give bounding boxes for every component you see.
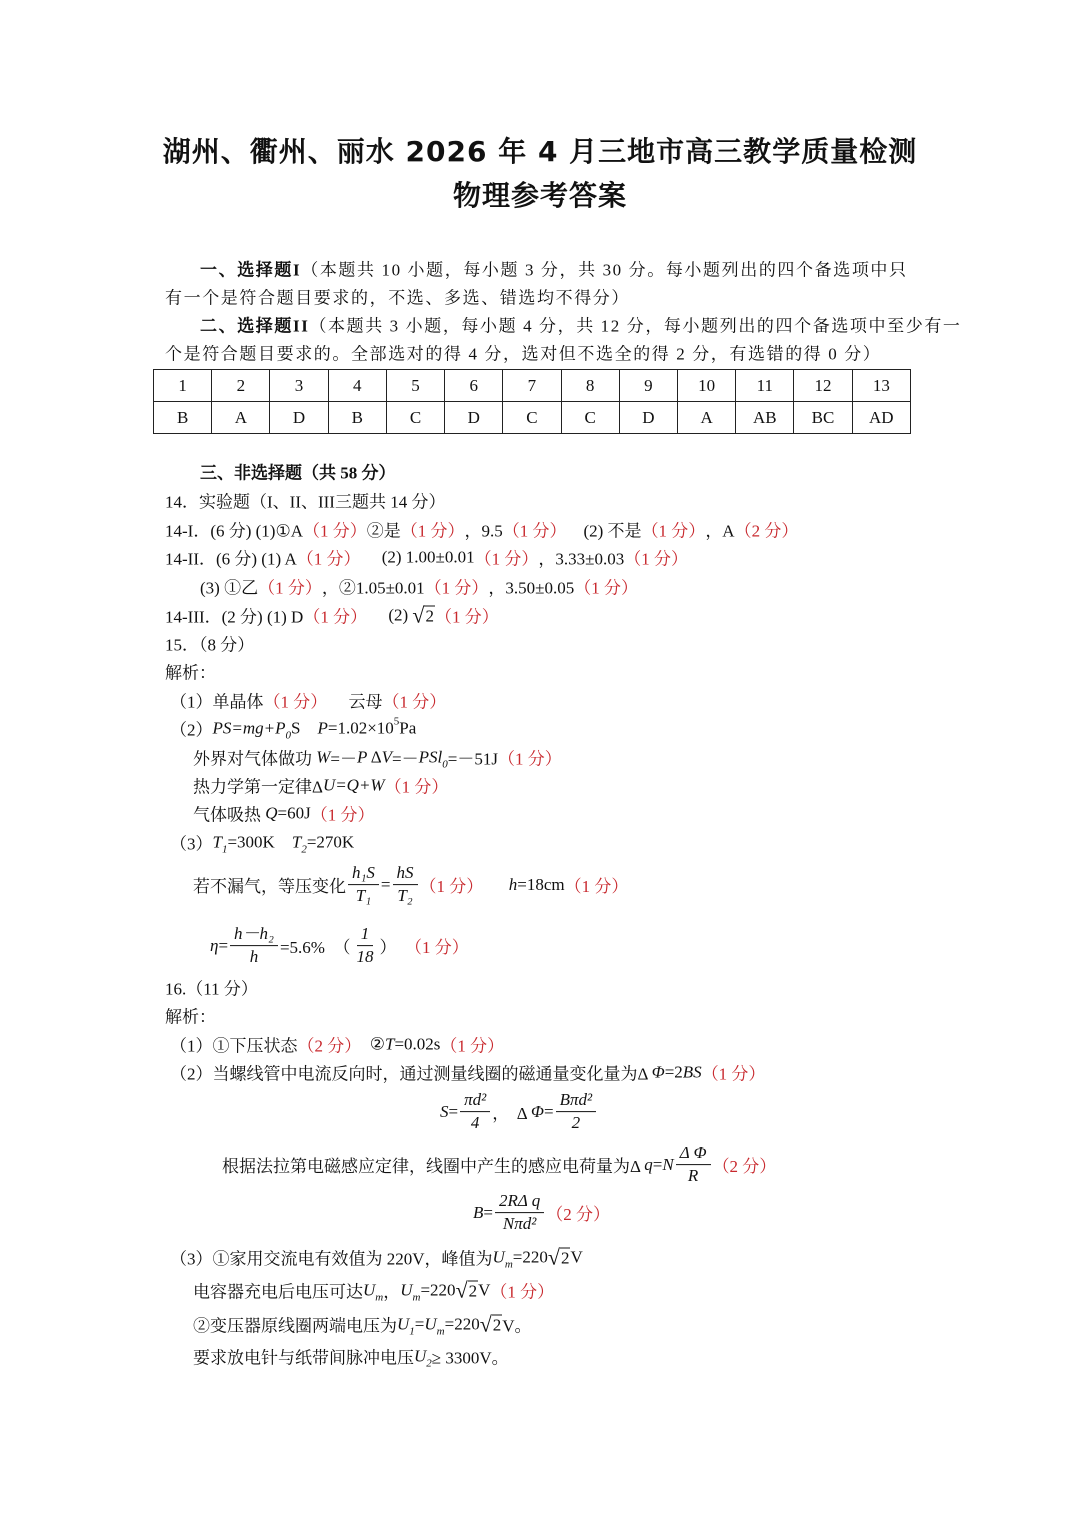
text-run: ②变压器原线圈两端电压为 xyxy=(193,1316,397,1336)
text-line xyxy=(170,1060,765,1085)
math-variable: η xyxy=(210,936,219,955)
text-run: 解析： xyxy=(165,1007,216,1027)
question-number-cell: 2 xyxy=(212,370,270,402)
numerator: πd² xyxy=(460,1090,490,1112)
question-number-cell: 11 xyxy=(736,370,794,402)
text-run: 有一个是符合题目要求的，不选、多选、错选均不得分） xyxy=(165,288,630,308)
math-variable: U xyxy=(397,1314,410,1333)
text-line xyxy=(170,688,446,713)
subscript: m xyxy=(375,1291,384,1303)
text-run: 15．（8 分） xyxy=(165,635,255,655)
math-variable: T xyxy=(385,1034,395,1053)
text-line xyxy=(165,1003,216,1028)
text-run: =2 xyxy=(664,1062,683,1081)
text-run: （2）当螺线管中电流反向时，通过测量线圈的磁通量变化量为Δ xyxy=(170,1064,652,1084)
question-number-cell: 9 xyxy=(619,370,677,402)
math-variable: T xyxy=(212,832,222,851)
text-run: 16.（11 分） xyxy=(165,979,258,999)
text-line xyxy=(473,1191,610,1235)
radical-sign: √ xyxy=(547,1244,560,1269)
section-heading: 二、选择题II xyxy=(200,316,310,336)
score-label: （2 分） xyxy=(734,521,799,541)
text-run: ，3.50±0.05 xyxy=(488,578,575,598)
score-label: （2 分） xyxy=(546,1205,611,1225)
text-run: 14-I．(6 分) (1)①A xyxy=(165,521,303,541)
math-variable: P xyxy=(357,747,368,766)
score-label: （1 分） xyxy=(624,549,688,569)
numerator: 2RΔ q xyxy=(495,1191,544,1213)
text-run: ②是 xyxy=(366,521,401,541)
text-line xyxy=(193,773,448,798)
math-variable: Φ xyxy=(531,1102,544,1121)
text-line xyxy=(193,801,374,826)
denominator: Nπd² xyxy=(502,1214,537,1234)
score-label: （1 分） xyxy=(574,578,639,598)
text-run: 外界对气体做功 xyxy=(193,749,317,769)
math-variable: U xyxy=(414,1346,427,1365)
score-label: （2 分） xyxy=(712,1157,777,1177)
score-label: （1 分） xyxy=(400,521,465,541)
text-line xyxy=(200,312,962,337)
answer-cell: B xyxy=(154,402,212,434)
math-variable: h xyxy=(508,875,518,894)
text-run: ，②1.05±0.01 xyxy=(321,578,425,598)
text-run: （1）①下压状态 xyxy=(170,1036,298,1056)
score-label: （1 分） xyxy=(258,578,322,598)
score-label: （1 分） xyxy=(641,521,706,541)
score-label: （1 分） xyxy=(310,805,375,825)
answer-cell: A xyxy=(212,402,270,434)
numerator: hS xyxy=(393,863,418,885)
text-run: =－ xyxy=(330,749,358,769)
math-variable: Φ xyxy=(651,1062,665,1081)
text-run: = xyxy=(652,1155,663,1174)
text-line xyxy=(200,574,638,599)
math-variable: U xyxy=(424,1314,437,1333)
text-run: （本题共 10 小题，每小题 3 分，共 30 分。每小题列出的四个备选项中只 xyxy=(301,260,908,280)
text-run: =270K xyxy=(306,832,355,851)
math-variable: q xyxy=(644,1155,653,1174)
text-line xyxy=(165,340,881,365)
text-line xyxy=(193,863,628,907)
text-run: =1.02×10 xyxy=(327,718,394,737)
subscript: m xyxy=(504,1258,513,1270)
radicand: 2 xyxy=(468,1281,478,1300)
subscript: m xyxy=(436,1325,445,1337)
square-root xyxy=(548,1246,571,1268)
subscript: 2 xyxy=(301,843,307,855)
fraction xyxy=(348,863,379,907)
question-number-cell: 10 xyxy=(677,370,735,402)
text-line xyxy=(222,1143,776,1187)
score-label: （1 分） xyxy=(424,578,489,598)
math-variable: Q xyxy=(265,803,278,822)
score-label: （2 分） xyxy=(297,1036,362,1056)
text-run: ≥ 3300V。 xyxy=(431,1348,509,1368)
subscript: 1 xyxy=(221,843,228,855)
text-run: 14．实验题（I、II、III三题共 14 分） xyxy=(165,492,446,512)
text-line xyxy=(200,256,908,281)
math-variable: U=Q+W xyxy=(322,775,385,794)
text-run: ② xyxy=(361,1034,385,1053)
text-run: (2) 1.00±0.01 xyxy=(360,547,475,566)
question-number-cell: 6 xyxy=(445,370,503,402)
text-run: =220 xyxy=(444,1314,480,1333)
score-label: （1 分） xyxy=(296,549,361,569)
text-run: = xyxy=(380,875,391,894)
fraction xyxy=(230,924,278,968)
text-run: =300K xyxy=(227,832,292,851)
text-run: ，A xyxy=(705,521,735,541)
text-run: 若不漏气，等压变化 xyxy=(193,877,346,897)
text-run: ） xyxy=(379,938,405,958)
radical-sign: √ xyxy=(412,602,425,627)
score-label: （1 分） xyxy=(490,1282,555,1302)
subscript: 0 xyxy=(285,729,291,741)
text-line xyxy=(165,631,254,656)
score-label: （1 分） xyxy=(384,777,449,797)
answer-cell: AB xyxy=(736,402,794,434)
text-run: =－51J xyxy=(447,749,498,769)
text-run: （3） xyxy=(170,834,213,854)
text-run: 电容器充电后电压可达 xyxy=(193,1282,363,1302)
question-number-cell: 7 xyxy=(503,370,561,402)
text-run: S xyxy=(291,718,318,737)
subscript: 2 xyxy=(426,1357,432,1369)
text-line xyxy=(165,488,445,513)
denominator: 2 xyxy=(571,1113,581,1133)
denominator: 4 xyxy=(470,1113,480,1133)
question-number-cell: 12 xyxy=(794,370,852,402)
question-number-cell: 5 xyxy=(386,370,444,402)
answer-cell: D xyxy=(445,402,503,434)
text-run: 14-II．(6 分) (1) A xyxy=(165,549,297,569)
text-run: V xyxy=(570,1247,583,1266)
text-line xyxy=(193,1344,509,1369)
answer-cell: BC xyxy=(794,402,852,434)
math-variable: PS=mg+P xyxy=(212,718,286,737)
score-label: （1 分） xyxy=(502,521,567,541)
numerator: h－h₂ xyxy=(230,924,278,946)
superscript: 5 xyxy=(393,715,400,727)
text-line xyxy=(165,517,798,542)
text-line xyxy=(200,459,396,484)
text-run: = xyxy=(414,1314,425,1333)
square-root xyxy=(480,1313,503,1335)
text-run xyxy=(483,875,509,895)
square-root xyxy=(412,604,435,626)
radicand: 2 xyxy=(492,1315,502,1334)
score-label: （1 分） xyxy=(419,877,484,897)
score-label: （1 分） xyxy=(440,1036,505,1056)
math-variable: W xyxy=(316,747,331,766)
text-run: =－ xyxy=(392,749,419,769)
fraction xyxy=(676,1143,711,1187)
text-run: (2) xyxy=(367,605,413,624)
text-run: 要求放电针与纸带间脉冲电压 xyxy=(193,1348,414,1368)
score-label: （1 分） xyxy=(263,692,328,712)
text-run: (3) ①乙 xyxy=(200,578,259,598)
text-run: （2） xyxy=(170,720,213,740)
math-variable: B xyxy=(473,1203,484,1222)
text-line xyxy=(165,603,499,628)
math-variable: V xyxy=(381,747,393,766)
score-label: （1 分） xyxy=(564,877,629,897)
answer-cell: AD xyxy=(852,402,910,434)
text-line xyxy=(210,924,469,968)
text-run: = xyxy=(448,1102,459,1121)
text-run: =60J xyxy=(277,803,311,822)
math-variable: U xyxy=(363,1280,376,1299)
text-line xyxy=(165,545,688,570)
score-label: （1 分） xyxy=(382,692,447,712)
text-line xyxy=(170,1032,504,1057)
text-run: ， xyxy=(383,1282,401,1302)
question-number-cell: 3 xyxy=(270,370,328,402)
score-label: （1 分） xyxy=(434,607,499,627)
fraction xyxy=(556,1090,597,1134)
fraction xyxy=(393,863,418,907)
text-run: V。 xyxy=(502,1316,532,1336)
denominator: T₁ xyxy=(355,886,372,906)
text-line xyxy=(170,716,416,741)
text-line xyxy=(193,745,562,770)
text-run: = xyxy=(483,1203,493,1222)
text-line xyxy=(193,1278,554,1303)
text-line xyxy=(165,975,258,1000)
numerator: Δ Φ xyxy=(676,1143,711,1165)
text-line xyxy=(165,284,630,309)
text-run: （1）单晶体 xyxy=(170,692,264,712)
answer-cell: D xyxy=(619,402,677,434)
answer-table xyxy=(153,369,911,434)
text-run: （3）①家用交流电有效值为 220V，峰值为 xyxy=(170,1249,493,1269)
text-run: ，9.5 xyxy=(464,521,503,541)
document-subtitle: 物理参考答案 xyxy=(452,179,627,212)
text-run: 个是符合题目要求的。全部选对的得 4 分，选对但不选全的得 2 分，有选错的得 0 分） xyxy=(165,344,882,364)
text-run: 14-III．(2 分) (1) D xyxy=(165,607,304,627)
math-variable: PSl xyxy=(418,747,443,766)
radical-sign: √ xyxy=(455,1277,468,1302)
text-run: = xyxy=(218,936,229,955)
text-run: (2) 不是 xyxy=(566,521,642,541)
math-variable: N xyxy=(662,1155,674,1174)
text-run: =5.6% （ xyxy=(279,938,351,958)
text-line xyxy=(170,830,354,855)
math-variable: S xyxy=(440,1102,449,1121)
math-variable: P xyxy=(317,718,328,737)
text-run: 云母 xyxy=(327,692,383,712)
subscript: 0 xyxy=(442,758,448,770)
text-run: =18cm xyxy=(517,875,565,894)
section-heading: 一、选择题I xyxy=(200,260,302,280)
denominator: T₂ xyxy=(397,886,413,906)
denominator: h xyxy=(249,947,259,967)
question-number-cell: 4 xyxy=(328,370,386,402)
answer-row xyxy=(154,402,911,434)
text-run: ，3.33±0.03 xyxy=(538,549,625,569)
text-run: 根据法拉第电磁感应定律，线圈中产生的感应电荷量为Δ xyxy=(222,1157,645,1177)
answer-cell: C xyxy=(386,402,444,434)
answer-cell: D xyxy=(270,402,328,434)
score-label: （1 分） xyxy=(701,1064,766,1084)
document-title: 湖州、衢州、丽水 2026 年 4 月三地市高三教学质量检测 xyxy=(162,135,918,168)
fraction xyxy=(495,1191,544,1235)
text-line xyxy=(440,1090,598,1134)
subscript: 1 xyxy=(409,1325,415,1337)
subscript: m xyxy=(412,1291,421,1303)
square-root xyxy=(456,1279,479,1301)
text-run: 气体吸热 xyxy=(193,805,266,825)
math-variable: BS xyxy=(682,1062,702,1081)
question-number-cell: 1 xyxy=(154,370,212,402)
section-heading: 三、非选择题（共 58 分） xyxy=(200,463,396,483)
text-line xyxy=(165,659,216,684)
numerator: 1 xyxy=(357,924,374,946)
answer-cell: C xyxy=(561,402,619,434)
denominator: 18 xyxy=(356,947,374,967)
score-label: （1 分） xyxy=(303,607,368,627)
question-number-row xyxy=(154,370,911,402)
text-run: 解析： xyxy=(165,663,216,683)
answer-cell: A xyxy=(677,402,735,434)
text-run: V xyxy=(478,1280,491,1299)
text-line xyxy=(193,1312,532,1337)
radicand: 2 xyxy=(425,606,434,625)
numerator: Bπd² xyxy=(556,1090,597,1112)
text-run: =220 xyxy=(512,1247,548,1266)
text-run: Pa xyxy=(399,718,417,737)
text-run: ， Δ xyxy=(492,1104,532,1124)
text-run: =220 xyxy=(420,1280,456,1299)
math-variable: U xyxy=(400,1280,413,1299)
text-run: = xyxy=(543,1102,554,1121)
fraction xyxy=(352,924,377,968)
score-label: （1 分） xyxy=(497,749,562,769)
radical-sign: √ xyxy=(479,1311,492,1336)
score-label: （1 分） xyxy=(474,549,539,569)
denominator: R xyxy=(687,1166,699,1186)
text-run: =0.02s xyxy=(394,1034,441,1053)
score-label: （1 分） xyxy=(302,521,367,541)
question-number-cell: 13 xyxy=(852,370,910,402)
text-line xyxy=(170,1245,583,1270)
question-number-cell: 8 xyxy=(561,370,619,402)
math-variable: T xyxy=(291,832,302,851)
score-label: （1 分） xyxy=(404,938,469,958)
text-run: Δ xyxy=(367,747,382,766)
answer-cell: B xyxy=(328,402,386,434)
fraction xyxy=(460,1090,490,1134)
text-run: 热力学第一定律Δ xyxy=(193,777,323,797)
math-variable: U xyxy=(492,1247,505,1266)
numerator: h₁S xyxy=(348,863,379,885)
radicand: 2 xyxy=(560,1248,570,1267)
text-run: （本题共 3 小题，每小题 4 分，共 12 分，每小题列出的四个备选项中至少有一 xyxy=(309,316,962,336)
answer-cell: C xyxy=(503,402,561,434)
